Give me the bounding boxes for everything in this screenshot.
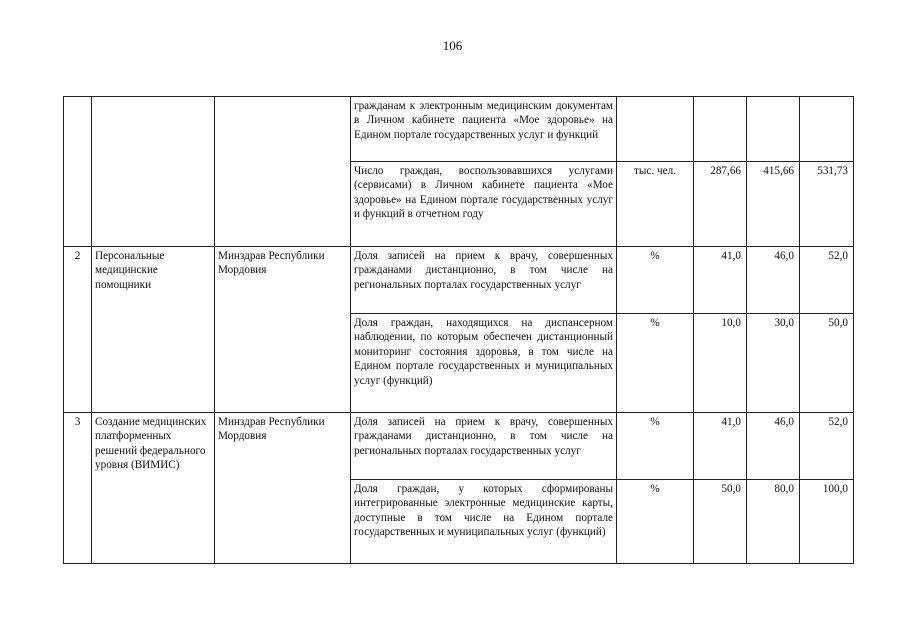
indicator-text-cell: Доля записей на прием к врачу, совершенных гражданами дистанционно, в том числе на региональных порталах государственных услуг xyxy=(351,413,617,480)
value-cell-2 xyxy=(747,97,800,162)
value-cell-3: 531,73 xyxy=(800,162,854,247)
value-cell-3: 100,0 xyxy=(800,480,854,564)
responsible-cell: Минздрав Республики Мордовия xyxy=(215,413,351,564)
value-cell-3: 52,0 xyxy=(800,413,854,480)
value-cell-2: 46,0 xyxy=(747,247,800,314)
unit-cell xyxy=(617,97,694,162)
value-cell-3: 52,0 xyxy=(800,247,854,314)
value-cell-3: 50,0 xyxy=(800,314,854,413)
value-cell-1 xyxy=(694,97,747,162)
unit-cell: % xyxy=(617,480,694,564)
project-name-cell: Создание медицинских платформенных решений федерального уровня (ВИМИС) xyxy=(92,413,215,564)
value-cell-1: 287,66 xyxy=(694,162,747,247)
page-number: 106 xyxy=(442,38,463,53)
row-number-cell: 2 xyxy=(64,247,92,413)
table-row xyxy=(64,97,854,162)
table-row xyxy=(64,247,854,314)
project-name-cell: Персональные медицинские помощники xyxy=(92,247,215,413)
value-cell-3 xyxy=(800,97,854,162)
indicator-text-cell: Доля граждан, у которых сформированы интегрированные электронные медицинские карты, доступные в том числе на Едином портале государственных и муниципальных услуг (функций) xyxy=(351,480,617,564)
unit-cell: % xyxy=(617,314,694,413)
value-cell-2: 30,0 xyxy=(747,314,800,413)
responsible-cell xyxy=(215,97,351,247)
row-number-cell: 3 xyxy=(64,413,92,564)
project-name-cell xyxy=(92,97,215,247)
value-cell-2: 80,0 xyxy=(747,480,800,564)
unit-cell: тыс. чел. xyxy=(617,162,694,247)
indicator-text-cell: Доля граждан, находящихся на диспансерном наблюдении, по которым обеспечен дистанционный мониторинг состояния здоровья, в том числе на Едином портале государственных и муниципальных услуг (функций) xyxy=(351,314,617,413)
value-cell-1: 10,0 xyxy=(694,314,747,413)
responsible-cell: Минздрав Республики Мордовия xyxy=(215,247,351,413)
value-cell-2: 415,66 xyxy=(747,162,800,247)
value-cell-1: 41,0 xyxy=(694,247,747,314)
value-cell-1: 50,0 xyxy=(694,480,747,564)
table-row xyxy=(64,413,854,480)
indicators-table xyxy=(63,96,854,564)
indicator-text-cell: Доля записей на прием к врачу, совершенных гражданами дистанционно, в том числе на региональных порталах государственных услуг xyxy=(351,247,617,314)
unit-cell: % xyxy=(617,247,694,314)
indicator-text-cell: Число граждан, воспользовавшихся услугами (сервисами) в Личном кабинете пациента «Мое здоровье» на Едином портале государственных услуг и функций в отчетном году xyxy=(351,162,617,247)
row-number-cell xyxy=(64,97,92,247)
indicator-text-cell: гражданам к электронным медицинским документам в Личном кабинете пациента «Мое здоровье» на Едином портале государственных услуг и функций xyxy=(351,97,617,162)
unit-cell: % xyxy=(617,413,694,480)
value-cell-1: 41,0 xyxy=(694,413,747,480)
value-cell-2: 46,0 xyxy=(747,413,800,480)
